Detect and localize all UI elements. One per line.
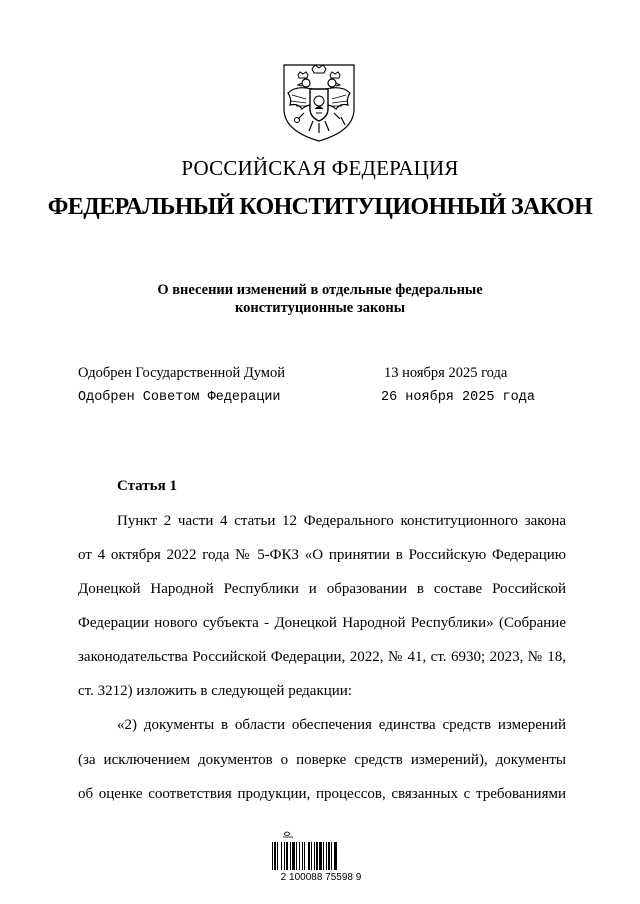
barcode-stamp [268, 828, 374, 872]
barcode-bars [272, 842, 337, 870]
barcode-bar [326, 842, 327, 870]
barcode-bar [328, 842, 330, 870]
barcode-bar [296, 842, 297, 870]
article-line-8: (за исключением документов о поверке средств измерений), документы [78, 752, 566, 768]
barcode-number: 2 100088 75598 9 [280, 872, 362, 883]
article-line-5: законодательства Российской Федерации, 2022, № 41, ст. 6930; 2023, № 18, [78, 649, 566, 665]
barcode-bar [331, 842, 332, 870]
barcode-bar [319, 842, 322, 870]
barcode-bar [299, 842, 300, 870]
barcode-bar [292, 842, 295, 870]
law-title [0, 281, 640, 317]
barcode-bar [323, 842, 324, 870]
barcode-bar [277, 842, 278, 870]
barcode-bar [281, 842, 282, 870]
barcode-bar [286, 842, 288, 870]
barcode-bar [304, 842, 305, 870]
approval-council-date: 26 ноября 2025 года [381, 390, 535, 405]
barcode-bar [274, 842, 276, 870]
article-line-7: «2) документы в области обеспечения единства средств измерений [117, 717, 566, 733]
article-heading: Статья 1 [117, 478, 177, 494]
coat-of-arms-icon [276, 59, 362, 145]
article-line-2: от 4 октября 2022 года № 5-ФКЗ «О принятии в Российскую Федерацию [78, 547, 566, 563]
barcode-bar [272, 842, 273, 870]
barcode-bar [311, 842, 312, 870]
approval-duma-date: 13 ноября 2025 года [384, 365, 508, 381]
barcode-bar [314, 842, 315, 870]
approval-duma-label: Одобрен Государственной Думой [78, 365, 285, 381]
country-name: РОССИЙСКАЯ ФЕДЕРАЦИЯ [181, 156, 459, 180]
article-line-6: ст. 3212) изложить в следующей редакции: [78, 683, 352, 699]
barcode-bar [290, 842, 291, 870]
barcode-bar [308, 842, 310, 870]
article-line-3: Донецкой Народной Республики и образовании в составе Российской [78, 581, 566, 597]
law-title-line-2: конституционные законы [234, 300, 406, 316]
article-line-1: Пункт 2 части 4 статьи 12 Федерального конституционного закона [117, 513, 566, 529]
barcode-bar [316, 842, 318, 870]
law-title-line-1: О внесении изменений в отдельные федеральные [157, 282, 483, 298]
law-type-heading: ФЕДЕРАЛЬНЫЙ КОНСТИТУЦИОННЫЙ ЗАКОН [47, 194, 593, 220]
barcode-bar [302, 842, 303, 870]
barcode [268, 828, 374, 886]
article-line-4: Федерации нового субъекта - Донецкой Народной Республики» (Собрание [78, 615, 566, 631]
barcode-bar [284, 842, 285, 870]
article-line-9: об оценке соответствия продукции, процессов, связанных с требованиями [78, 786, 566, 802]
approval-council-label: Одобрен Советом Федерации [78, 390, 281, 405]
barcode-bar [334, 842, 337, 870]
